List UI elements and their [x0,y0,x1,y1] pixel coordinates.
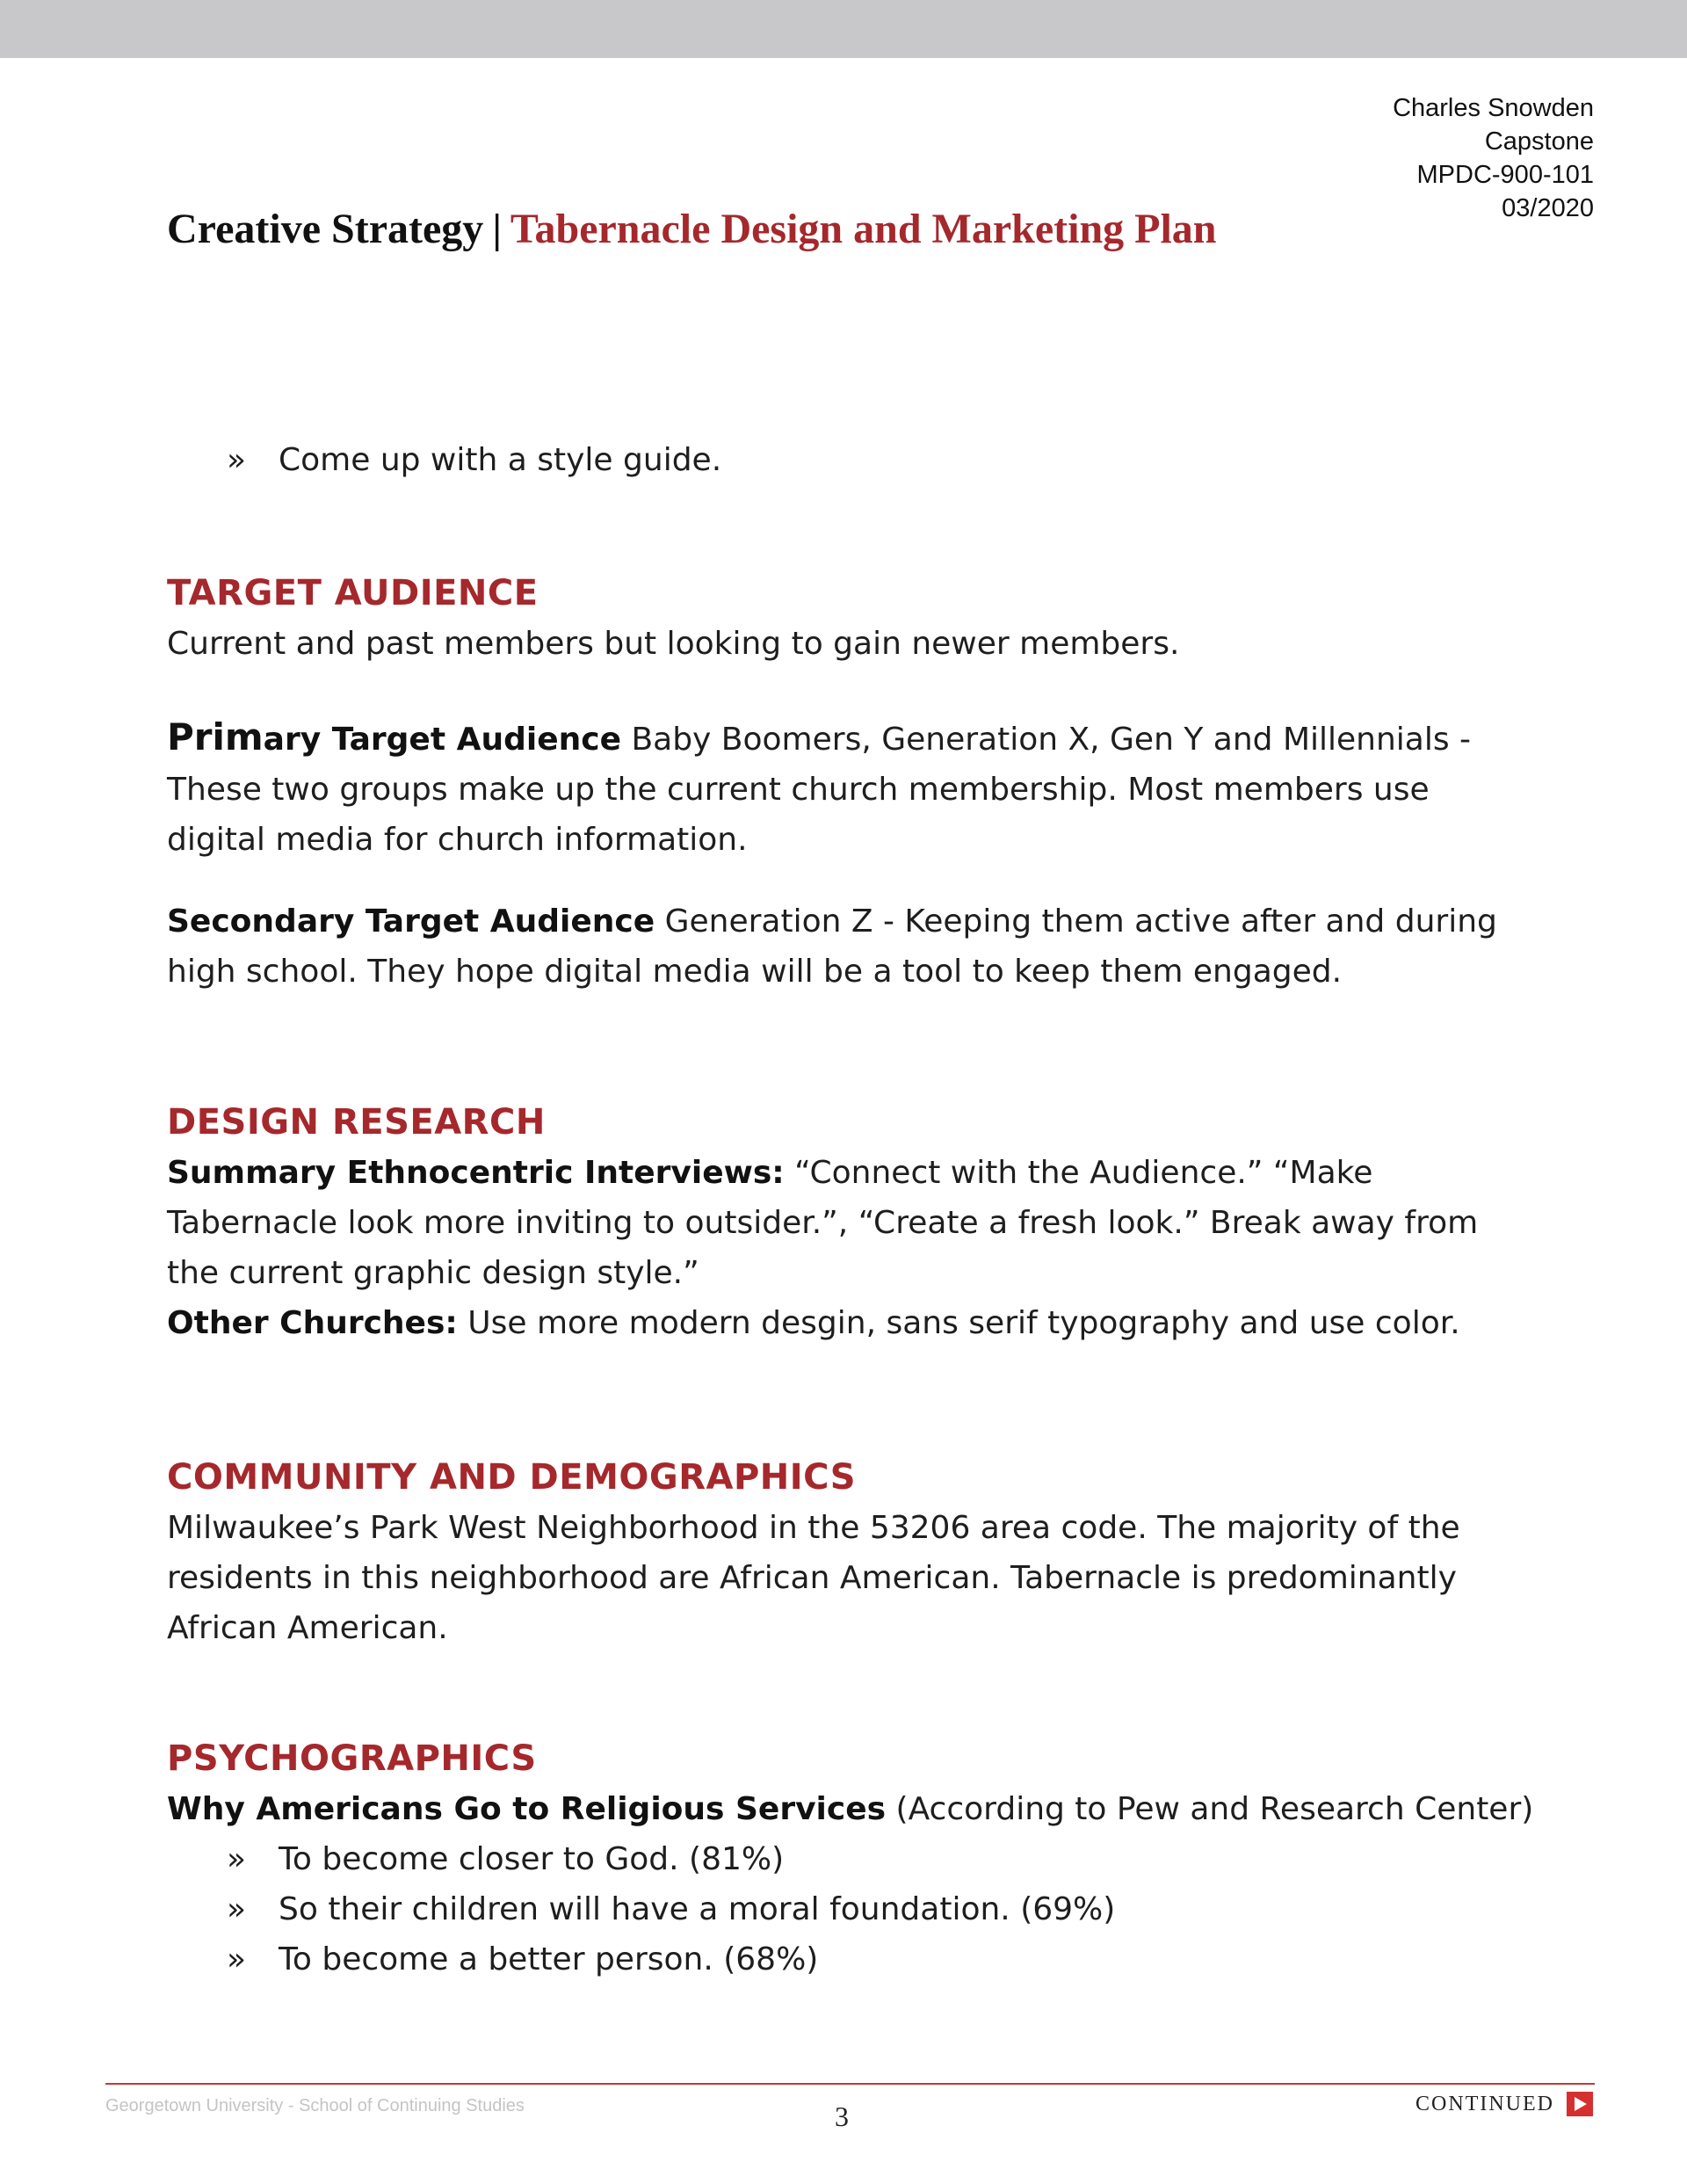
bullet-mark: » [227,1841,247,1877]
secondary-text-1: Generation Z - Keeping them active after and during [655,903,1497,940]
document-date: 03/2020 [1502,194,1594,222]
bullet-text: To become closer to God. (81%) [279,1841,785,1877]
author-name: Charles Snowden [1393,94,1594,122]
footer-school: Georgetown University - School of Continuing Studies [105,2096,525,2115]
target-summary: Current and past members but looking to gain newer members. [167,626,1180,662]
primary-text-2: These two groups make up the current church membership. Most members use [167,772,1430,808]
research-line-1 [167,1148,1538,1198]
header-section: Creative Strategy [167,206,484,252]
header-title: Tabernacle Design and Marketing Plan [510,206,1217,252]
secondary-label: Secondary Target Audience [167,903,655,940]
header-separator: | [492,206,502,252]
bullet-text: To become a better person. (68%) [279,1941,819,1977]
list-item [167,435,1538,485]
primary-label-rest: ary Target Audience [263,722,621,758]
bullet-mark: » [227,442,247,478]
course-code: MPDC-900-101 [1416,161,1594,189]
psycho-label-line [167,1784,1538,1834]
author-meta-block [1393,91,1594,225]
footer-divider [105,2083,1595,2085]
page-number: 3 [835,2101,849,2132]
other-text: Use more modern desgin, sans serif typography and use color. [457,1305,1460,1341]
list-item [167,1834,1538,1884]
community-line-2: residents in this neighborhood are African American. Tabernacle is predominantly [167,1560,1457,1596]
bullet-mark: » [227,1941,247,1977]
continued-link[interactable] [1415,2092,1593,2116]
research-other-churches [167,1298,1538,1348]
section-heading-community: COMMUNITY AND DEMOGRAPHICS [167,1457,857,1498]
section-heading-design-research: DESIGN RESEARCH [167,1102,546,1143]
primary-label-big: Prim [167,715,264,758]
community-line-3: African American. [167,1610,448,1646]
main-content [167,435,1538,1984]
list-item [167,1934,1538,1984]
top-gray-bar [0,0,1687,58]
other-label: Other Churches: [167,1305,458,1341]
secondary-audience-line-1 [167,896,1538,947]
bullet-text: Come up with a style guide. [279,442,722,478]
list-item [167,1884,1538,1934]
psycho-label: Why Americans Go to Religious Services [167,1791,887,1827]
primary-audience-line-1 [167,712,1538,765]
primary-text-1: Baby Boomers, Generation X, Gen Y and Millennials - [621,722,1472,758]
section-heading-target-audience: TARGET AUDIENCE [167,573,539,613]
continued-label: CONTINUED [1415,2092,1554,2115]
summary-text-2: Tabernacle look more inviting to outsider.”, “Create a fresh look.” Break away from [167,1205,1479,1241]
page-header [167,205,1217,253]
summary-text-3: the current graphic design style.” [167,1255,699,1291]
bullet-text: So their children will have a moral foundation. (69%) [279,1891,1116,1927]
bullet-mark: » [227,1891,247,1927]
summary-text-1: “Connect with the Audience.” “Make [784,1155,1373,1191]
course-name: Capstone [1484,127,1594,156]
community-line-1: Milwaukee’s Park West Neighborhood in the 53206 area code. The majority of the [167,1510,1460,1546]
play-arrow-icon [1567,2092,1593,2116]
secondary-text-2: high school. They hope digital media will be a tool to keep them engaged. [167,954,1343,990]
primary-text-3: digital media for church information. [167,822,748,858]
summary-label: Summary Ethnocentric Interviews: [167,1155,785,1191]
psycho-label-rest: (According to Pew and Research Center) [886,1791,1534,1827]
section-heading-psychographics: PSYCHOGRAPHICS [167,1738,537,1779]
